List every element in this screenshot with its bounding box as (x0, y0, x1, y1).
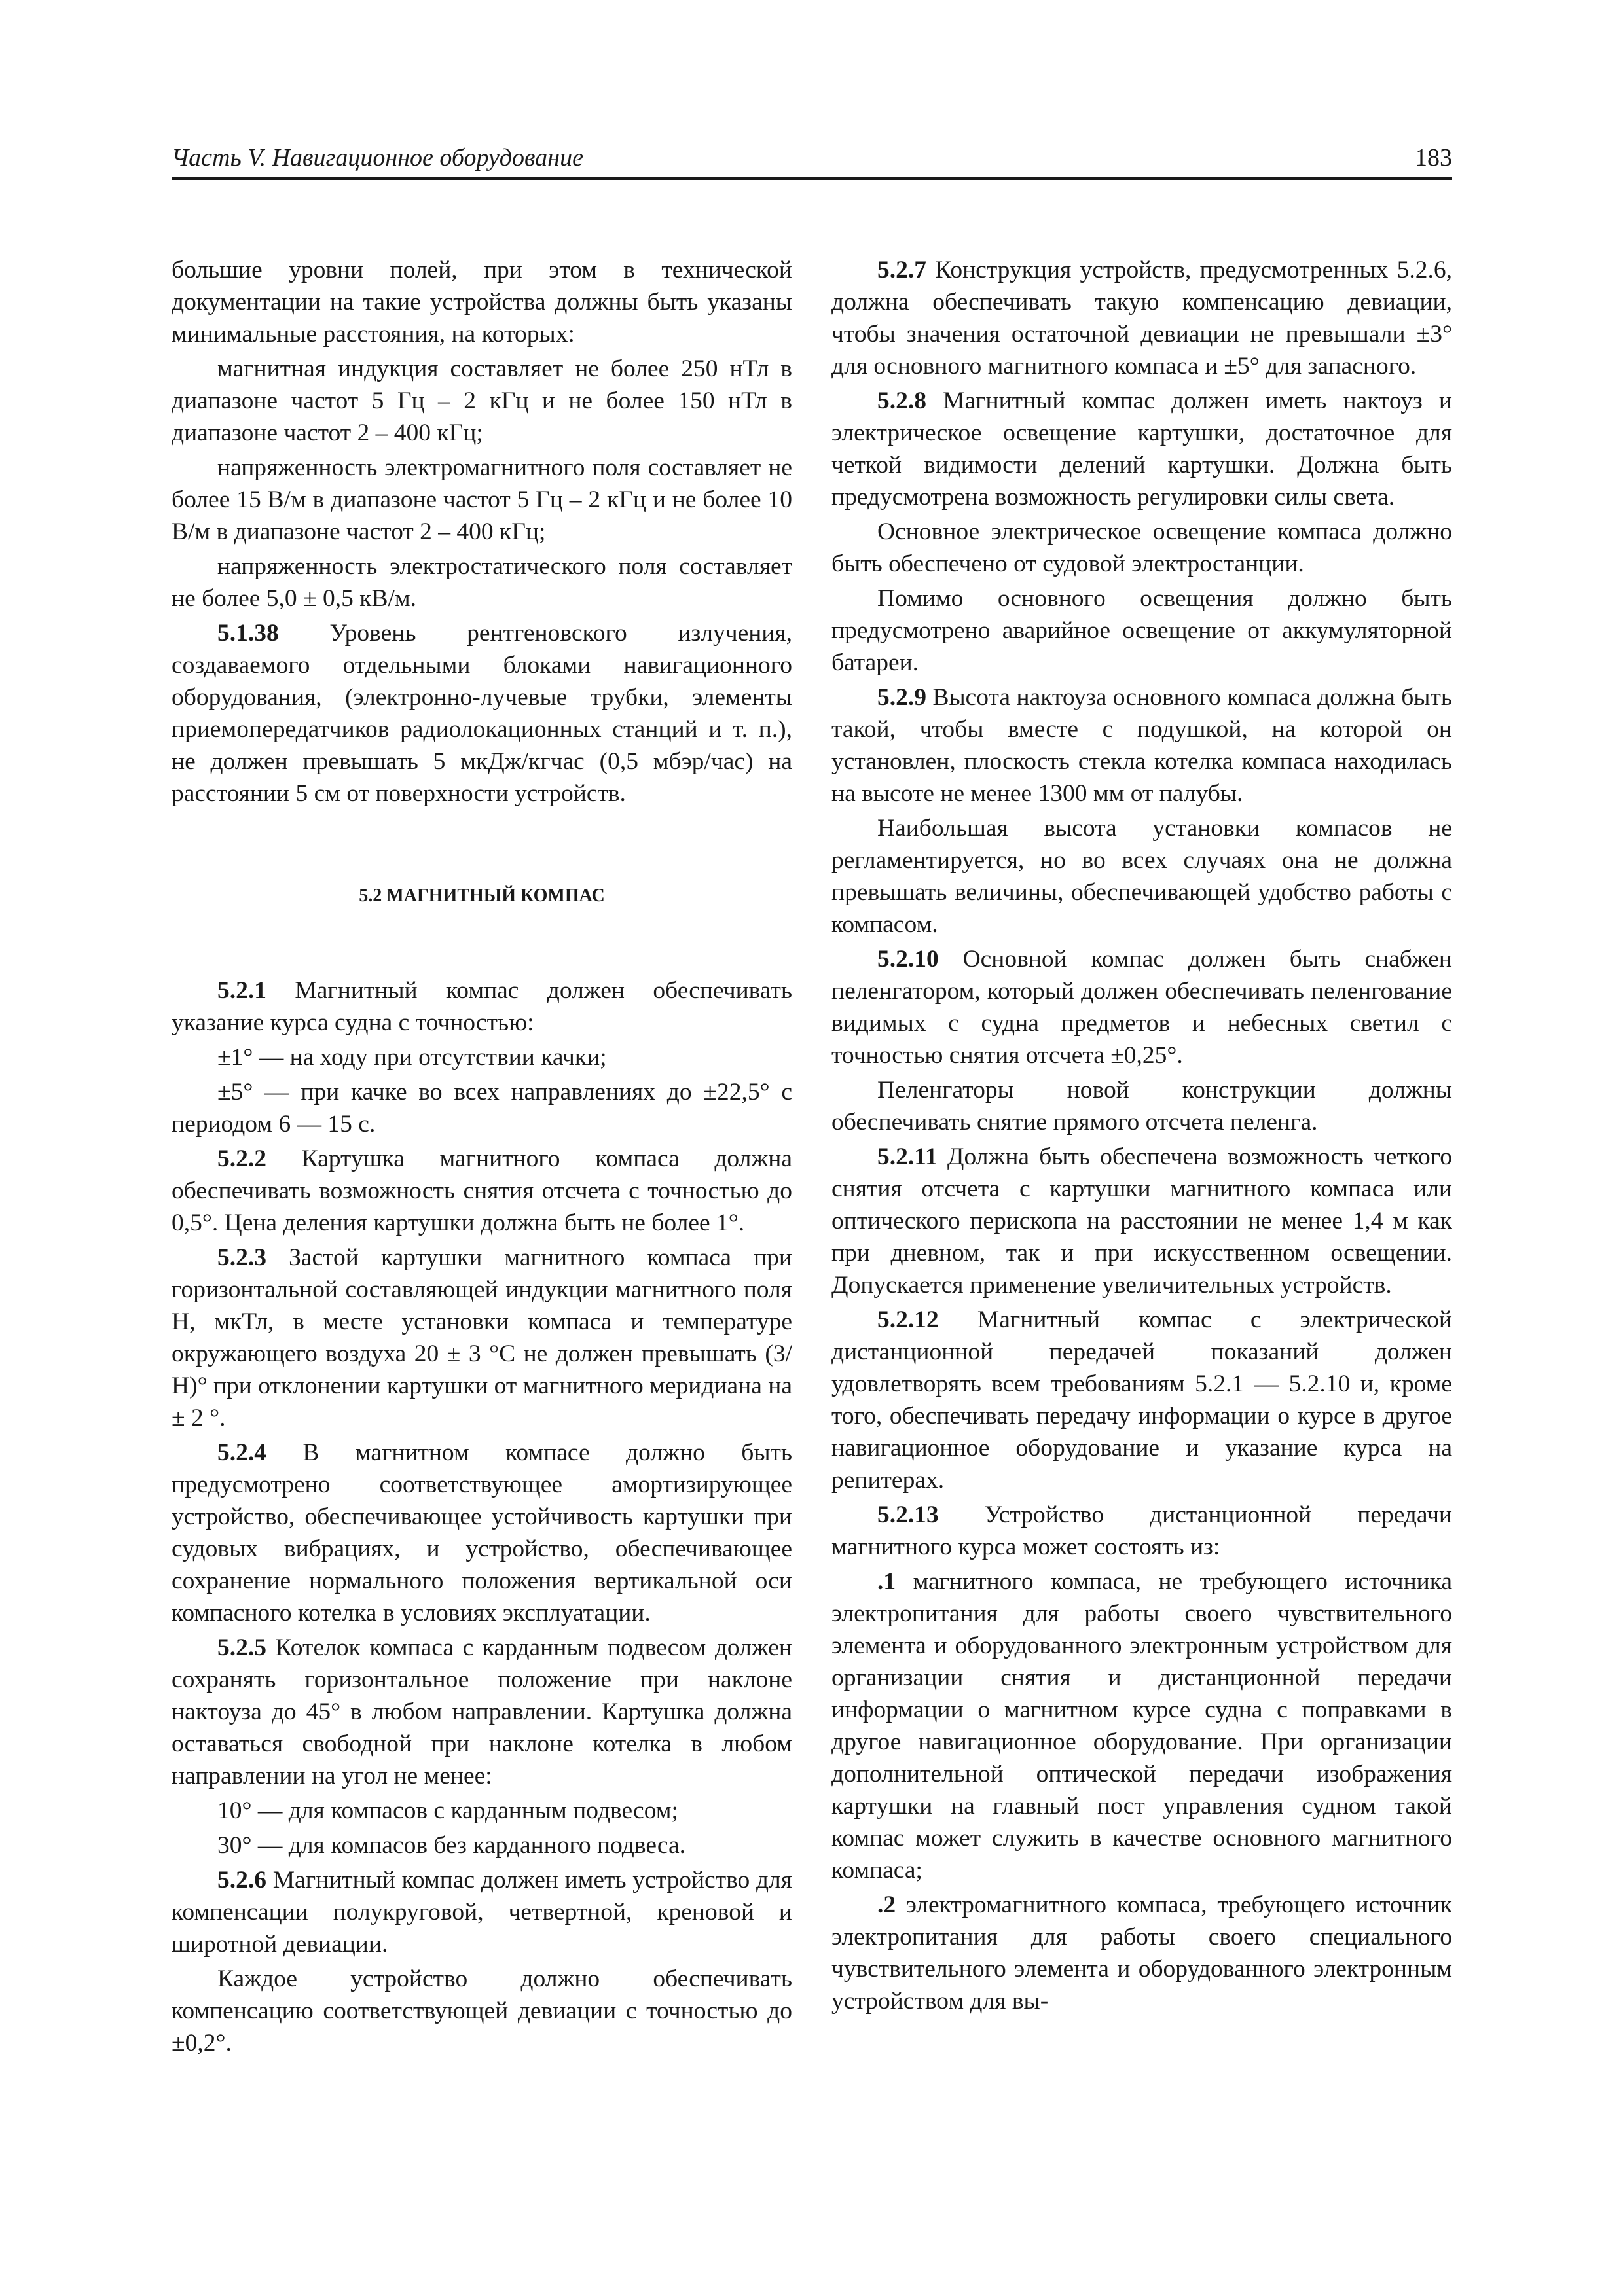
clause-text: Должна быть обеспечена возможность четкого снятия отсчета с картушки магнитного компаса или оптического перископа на расстоянии не менее 1,4 м как при дневном, так и при искусственном освещении. Допускается применение увеличительных устройств. (831, 1143, 1453, 1299)
clause-number: 5.2.7 (877, 257, 926, 283)
paragraph: напряженность электростатического поля составляет не более 5,0 ± 0,5 кВ/м. (172, 553, 792, 612)
clause-text: Магнитный компас должен обеспечивать указание курса судна с точностью: (172, 977, 793, 1036)
clause-5-2-12 (831, 1304, 1452, 1496)
accuracy-item: ±1° — на ходу при отсутствии качки; (217, 1044, 607, 1071)
clause-5-2-8 (831, 385, 1452, 513)
subitem-1 (831, 1566, 1452, 1886)
clause-5-2-11 (831, 1141, 1452, 1301)
clause-text: Котелок компаса с карданным подвесом должен сохранять горизонтальное положение при наклоне нактоуза до 45° в любом направлении. Картушка должна оставаться свободной при наклоне котелка в любом направлении на угол не менее: (172, 1634, 793, 1789)
subitem-text: электромагнитного компаса, требующего источник электропитания для работы своего специального чувствительного элемента и оборудованного электронным устройством для вы- (831, 1892, 1452, 2015)
paragraph: Наибольшая высота установки компасов не регламентируется, но во всех случаях она не должна превышать величины, обеспечивающей удобство работы с компасом. (831, 815, 1452, 938)
clause-number: 5.2.13 (877, 1501, 939, 1528)
clause-number: 5.2.8 (877, 387, 926, 414)
clause-5-2-7 (831, 254, 1452, 382)
paragraph: напряженность электромагнитного поля составляет не более 15 В/м в диапазоне частот 5 Гц – 2 кГц и не более 10 В/м в диапазоне частот 2 – 400 кГц; (172, 454, 792, 545)
clause-5-2-9 (831, 681, 1452, 810)
clause-5-2-6 (172, 1864, 792, 1960)
page-number: 183 (1415, 144, 1452, 171)
clause-number: 5.2.1 (217, 977, 266, 1004)
clause-text: Устройство дистанционной передачи магнитного курса может состоять из: (831, 1501, 1452, 1560)
clause-number: 5.2.4 (217, 1439, 266, 1466)
running-header (172, 143, 1452, 180)
clause-text: В магнитном компасе должно быть предусмотрено соответствующее амортизирующее устройство, обеспечивающее устойчивость картушки при судовых вибрациях, и устройство, обеспечивающее сохранение нормального положения вертикальной оси компасного котелка в условиях эксплуатации. (172, 1439, 793, 1626)
clause-number: 5.2.11 (877, 1143, 938, 1170)
clause-text: Основной компас должен быть снабжен пеленгатором, который должен обеспечивать пеленгование видимых с судна предметов и небесных светил с точностью снятия отсчета ±0,25°. (831, 946, 1452, 1069)
clause-text: Картушка магнитного компаса должна обеспечивать возможность снятия отсчета с точностью до 0,5°. Цена деления картушки должна быть не более 1°. (172, 1145, 793, 1236)
clause-text: Уровень рентгеновского излучения, создаваемого отдельными блоками навигационного оборудования, (электронно-лучевые трубки, элементы приемопередатчиков радиолокационных станций и т. п.), не должен превышать 5 мкДж/кгчас (0,5 мбэр/час) на расстоянии 5 см от поверхности устройств. (172, 620, 793, 807)
paragraph: Каждое устройство должно обеспечивать компенсацию соответствующей девиации с точностью до ±0,2°. (172, 1965, 792, 2056)
clause-text: Высота нактоуза основного компаса должна быть такой, чтобы вместе с подушкой, на которой он установлен, плоскость стекла котелка компаса находилась на высоте не менее 1300 мм от палубы. (831, 684, 1452, 807)
clause-number: 5.2.3 (217, 1244, 266, 1271)
clause-number: 5.2.12 (877, 1306, 939, 1333)
paragraph: большие уровни полей, при этом в технической документации на такие устройства должны быть указаны минимальные расстояния, на которых: (172, 257, 792, 348)
clause-number: 5.2.10 (877, 946, 939, 973)
header-title: Часть V. Навигационное оборудование (172, 144, 583, 171)
tilt-item: 10° — для компасов с карданным подвесом; (217, 1797, 678, 1824)
subitem-number: .2 (877, 1892, 896, 1918)
clause-text: Застой картушки магнитного компаса при горизонтальной составляющей индукции магнитного поля Н, мкТл, в месте установки компаса и температуре окружающего воздуха 20 ± 3 °С не должен превышать (3/Н)° при отклонении картушки от магнитного меридиана на ± 2 °. (172, 1244, 792, 1431)
clause-number: 5.2.2 (217, 1145, 266, 1172)
clause-5-2-1 (172, 975, 792, 1039)
clause-5-2-2 (172, 1143, 792, 1239)
paragraph: Помимо основного освещения должно быть предусмотрено аварийное освещение от аккумуляторной батареи. (831, 585, 1452, 676)
clause-5-2-3 (172, 1242, 792, 1434)
paragraph: Основное электрическое освещение компаса должно быть обеспечено от судовой электростанции. (831, 518, 1452, 577)
accuracy-item: ±5° — при качке во всех направлениях до ±22,5° с периодом 6 — 15 с. (172, 1079, 792, 1138)
clause-5-1-38 (172, 617, 792, 810)
subitem-number: .1 (877, 1568, 896, 1595)
clause-number: 5.2.9 (877, 684, 926, 711)
subitem-text: магнитного компаса, не требующего источника электропитания для работы своего чувствительного элемента и оборудованного электронным устройством для организации снятия и дистанционной передачи информации о магнитном курсе судна с поправками в другое навигационное оборудование. При организации дополнительной оптической передачи изображения картушки на главный пост управления судном такой компас может служить в качестве основного магнитного компаса; (831, 1568, 1453, 1884)
clause-number: 5.2.6 (217, 1867, 266, 1893)
tilt-item: 30° — для компасов без карданного подвеса. (217, 1832, 686, 1859)
clause-text: Конструкция устройств, предусмотренных 5.2.6, должна обеспечивать такую компенсацию девиации, чтобы значения остаточной девиации не превышали ±3° для основного магнитного компаса и ±5° для запасного. (831, 257, 1452, 380)
clause-number: 5.2.5 (217, 1634, 266, 1661)
paragraph: Пеленгаторы новой конструкции должны обеспечивать снятие прямого отсчета пеленга. (831, 1077, 1452, 1136)
left-column (172, 254, 792, 2062)
clause-number: 5.1.38 (217, 620, 279, 647)
clause-5-2-4 (172, 1437, 792, 1629)
right-column (831, 254, 1452, 2020)
paragraph: магнитная индукция составляет не более 250 нТл в диапазоне частот 5 Гц – 2 кГц и не более 150 нТл в диапазоне частот 2 – 400 кГц; (172, 355, 792, 446)
clause-text: Магнитный компас должен иметь устройство для компенсации полукруговой, четвертной, креновой и широтной девиации. (172, 1867, 793, 1958)
clause-5-2-13 (831, 1499, 1452, 1563)
clause-5-2-10 (831, 943, 1452, 1071)
clause-text: Магнитный компас должен иметь нактоуз и электрическое освещение картушки, достаточное для четкой видимости делений картушки. Должна быть предусмотрена возможность регулировки силы света. (831, 387, 1452, 511)
clause-5-2-5 (172, 1632, 792, 1792)
subitem-2 (831, 1889, 1452, 2017)
clause-text: Магнитный компас с электрической дистанционной передачей показаний должен удовлетворять всем требованиям 5.2.1 — 5.2.10 и, кроме того, обеспечивать передачу информации о курсе в другое навигационное оборудование и указание курса на репитерах. (831, 1306, 1452, 1494)
section-title: 5.2 МАГНИТНЫЙ КОМПАС (359, 886, 605, 906)
